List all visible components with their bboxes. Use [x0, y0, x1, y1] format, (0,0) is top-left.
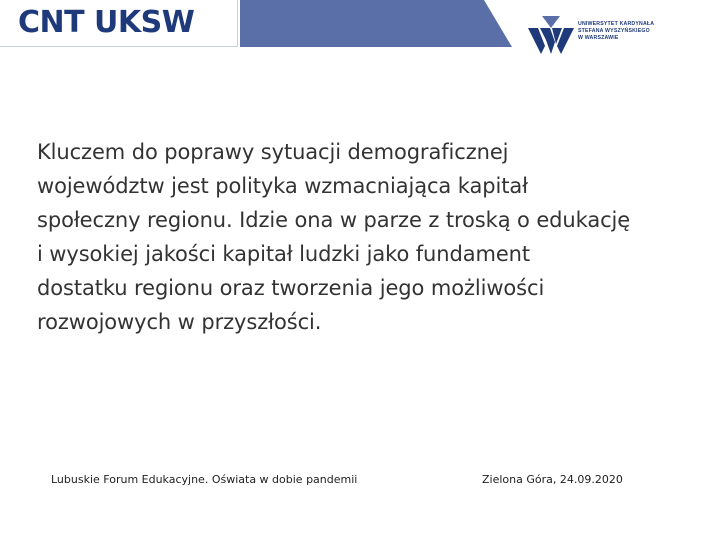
- paragraph-line-1: Kluczem do poprawy sytuacji demograficznej: [37, 140, 509, 164]
- university-logo: [528, 16, 678, 56]
- footer-event-name: Lubuskie Forum Edukacyjne. Oświata w dobie pandemii: [51, 473, 358, 486]
- paragraph-line-6: rozwojowych w przyszłości.: [37, 310, 322, 334]
- paragraph-line-5: dostatku regionu oraz tworzenia jego możliwości: [37, 276, 545, 300]
- paragraph-line-3: społeczny regionu. Idzie ona w parze z troską o edukację: [37, 208, 631, 232]
- header-band: [240, 0, 512, 47]
- main-paragraph: [37, 135, 687, 339]
- university-name: [578, 21, 654, 42]
- footer-place-date: Zielona Góra, 24.09.2020: [482, 473, 623, 486]
- university-name-line-1: UNIWERSYTET KARDYNAŁA: [578, 21, 655, 27]
- university-name-line-3: W WARSZAWIE: [578, 35, 619, 41]
- cnt-logo-text: CNT UKSW: [18, 5, 195, 40]
- cnt-logo: [0, 0, 238, 47]
- paragraph-line-4: i wysokiej jakości kapitał ludzki jako fundament: [37, 242, 530, 266]
- paragraph-line-2: województw jest polityka wzmacniająca kapitał: [37, 174, 528, 198]
- university-name-line-2: STEFANA WYSZYŃSKIEGO: [578, 28, 650, 34]
- university-emblem-icon: [528, 16, 574, 54]
